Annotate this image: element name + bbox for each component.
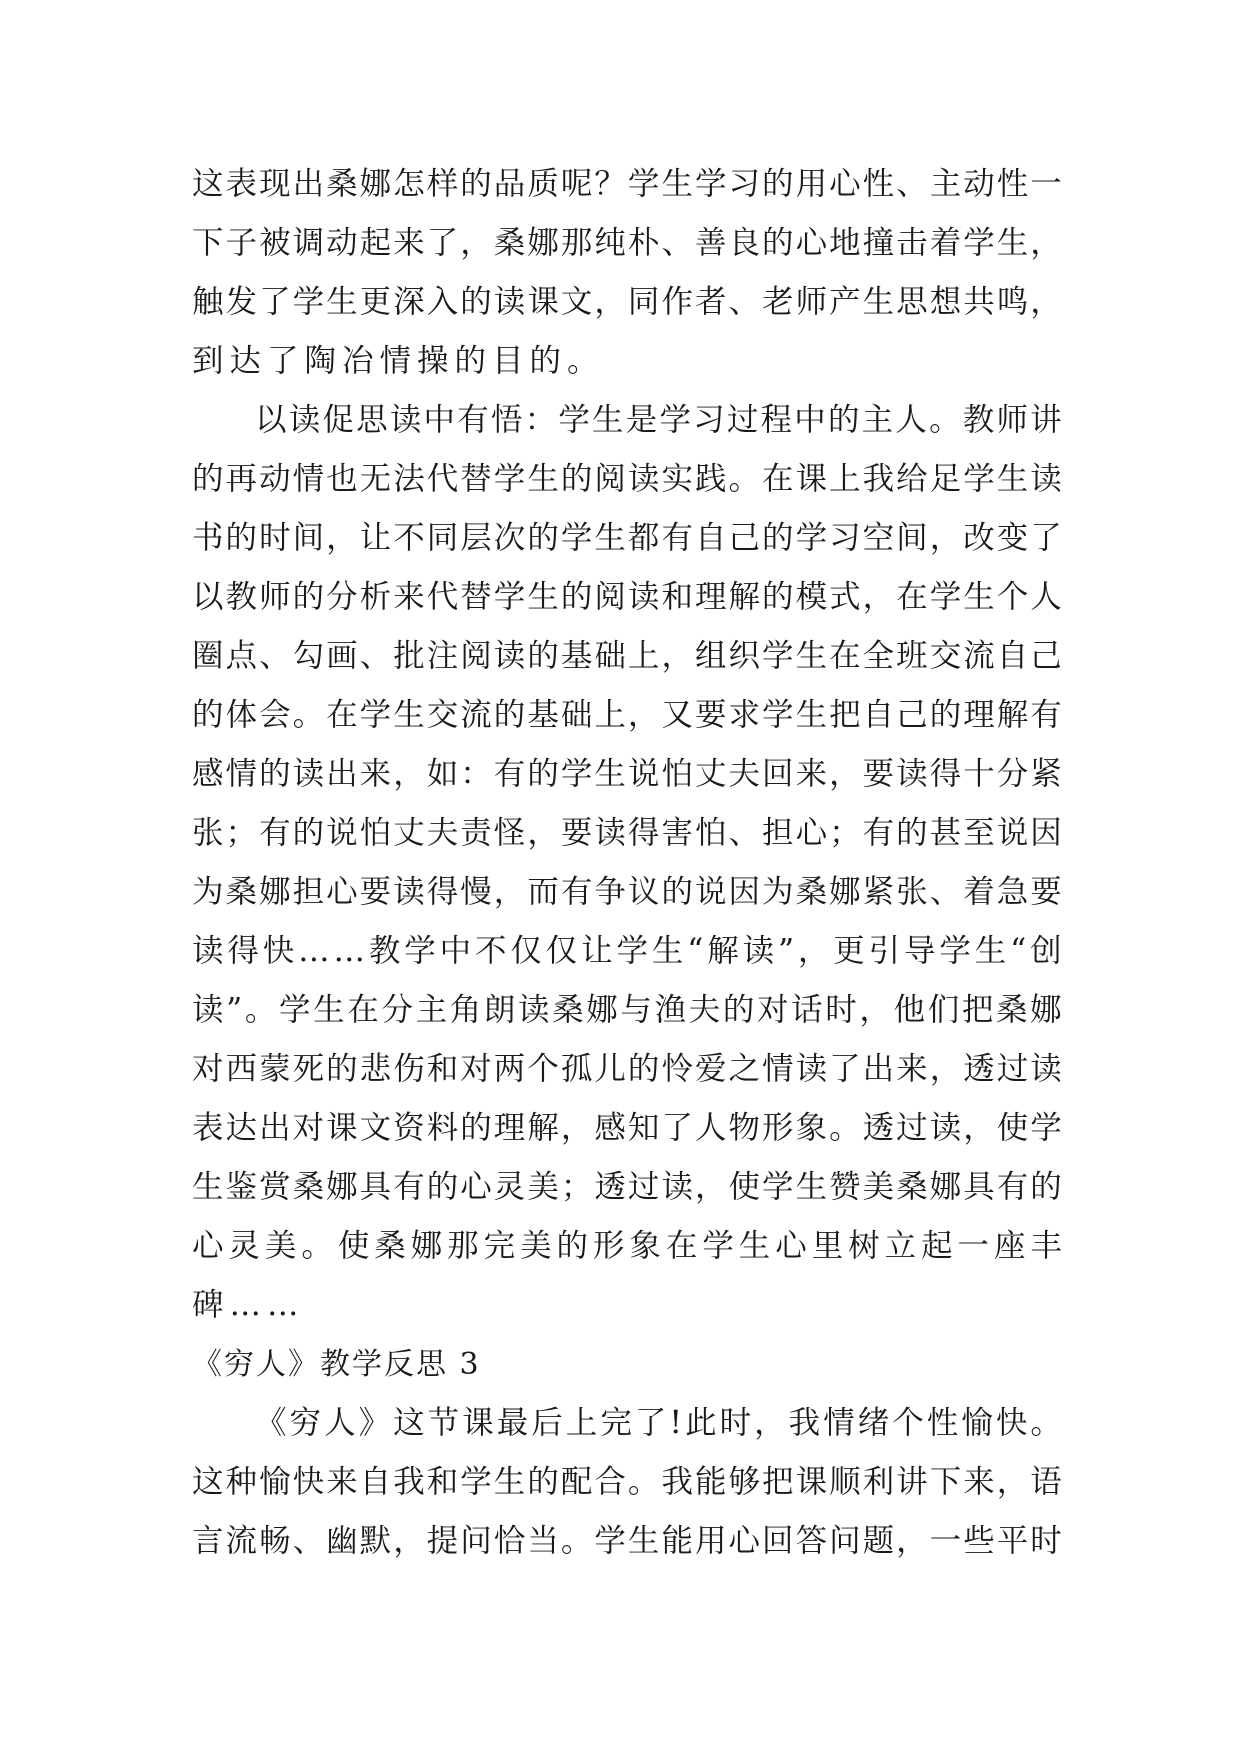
- text-line: 以 读 促 思 读 中 有 悟 ： 学 生 是 学 习 过 程 中 的 主 人 。 教 师 讲: [255, 402, 1062, 438]
- paragraph-1: [192, 155, 1062, 391]
- text-line: 对 西 蒙 死 的 悲 伤 和 对 两 个 孤 儿 的 怜 爱 之 情 读 了 出 来 ， 透 过 读: [192, 1051, 1062, 1087]
- text-line: 表 达 出 对 课 文 资 料 的 理 解 ， 感 知 了 人 物 形 象 。 透 过 读 ， 使 学: [192, 1110, 1062, 1146]
- text-line: 读 得 快 … … 教 学 中 不 仅 仅 让 学 生 “ 解 读 ” ， 更 引 导 学 生 “ 创: [192, 933, 1062, 969]
- text-line: 碑……: [192, 1287, 305, 1323]
- text-line: 下 子 被 调 动 起 来 了 ， 桑 娜 那 纯 朴 、 善 良 的 心 地 撞 击 着 学 生 ，: [192, 225, 1062, 261]
- paragraph-2: [192, 391, 1062, 1335]
- document-body: [192, 155, 1062, 1571]
- text-line: 读 ” 。 学 生 在 分 主 角 朗 读 桑 娜 与 渔 夫 的 对 话 时 ， 他 们 把 桑 娜: [192, 992, 1062, 1028]
- text-line: 言 流 畅 、 幽 默 ， 提 问 恰 当 。 学 生 能 用 心 回 答 问 题 ， 一 些 平 时: [192, 1523, 1062, 1559]
- text-line: 《 穷 人 》 这 节 课 最 后 上 完 了 ! 此 时 ， 我 情 绪 个 性 愉 快 。: [255, 1405, 1062, 1441]
- text-line: 的 体 会 。 在 学 生 交 流 的 基 础 上 ， 又 要 求 学 生 把 自 己 的 理 解 有: [192, 697, 1062, 733]
- section-heading: 《穷人》教学反思 3: [192, 1347, 481, 1382]
- text-line: 感 情 的 读 出 来 ， 如 ： 有 的 学 生 说 怕 丈 夫 回 来 ， 要 读 得 十 分 紧: [192, 756, 1062, 792]
- text-line: 这 种 愉 快 来 自 我 和 学 生 的 配 合 。 我 能 够 把 课 顺 利 讲 下 来 ， 语: [192, 1464, 1062, 1500]
- text-line: 张 ； 有 的 说 怕 丈 夫 责 怪 ， 要 读 得 害 怕 、 担 心 ； 有 的 甚 至 说 因: [192, 815, 1062, 851]
- text-line: 以 教 师 的 分 析 来 代 替 学 生 的 阅 读 和 理 解 的 模 式 ， 在 学 生 个 人: [192, 579, 1062, 615]
- text-line: 心 灵 美 。 使 桑 娜 那 完 美 的 形 象 在 学 生 心 里 树 立 起 一 座 丰: [192, 1228, 1062, 1264]
- text-line: 书 的 时 间 ， 让 不 同 层 次 的 学 生 都 有 自 己 的 学 习 空 间 ， 改 变 了: [192, 520, 1062, 556]
- text-line: 圈 点 、 勾 画 、 批 注 阅 读 的 基 础 上 ， 组 织 学 生 在 全 班 交 流 自 己: [192, 638, 1062, 674]
- text-line: 的 再 动 情 也 无 法 代 替 学 生 的 阅 读 实 践 。 在 课 上 我 给 足 学 生 读: [192, 461, 1062, 497]
- text-line: 触 发 了 学 生 更 深 入 的 读 课 文 ， 同 作 者 、 老 师 产 生 思 想 共 鸣 ，: [192, 284, 1062, 320]
- text-line: 到达了陶冶情操的目的。: [192, 343, 605, 379]
- paragraph-3: [192, 1394, 1062, 1571]
- text-line: 这 表 现 出 桑 娜 怎 样 的 品 质 呢 ？ 学 生 学 习 的 用 心 性 、 主 动 性 一: [192, 166, 1062, 202]
- text-line: 为 桑 娜 担 心 要 读 得 慢 ， 而 有 争 议 的 说 因 为 桑 娜 紧 张 、 着 急 要: [192, 874, 1062, 910]
- text-line: 生 鉴 赏 桑 娜 具 有 的 心 灵 美 ； 透 过 读 ， 使 学 生 赞 美 桑 娜 具 有 的: [192, 1169, 1062, 1205]
